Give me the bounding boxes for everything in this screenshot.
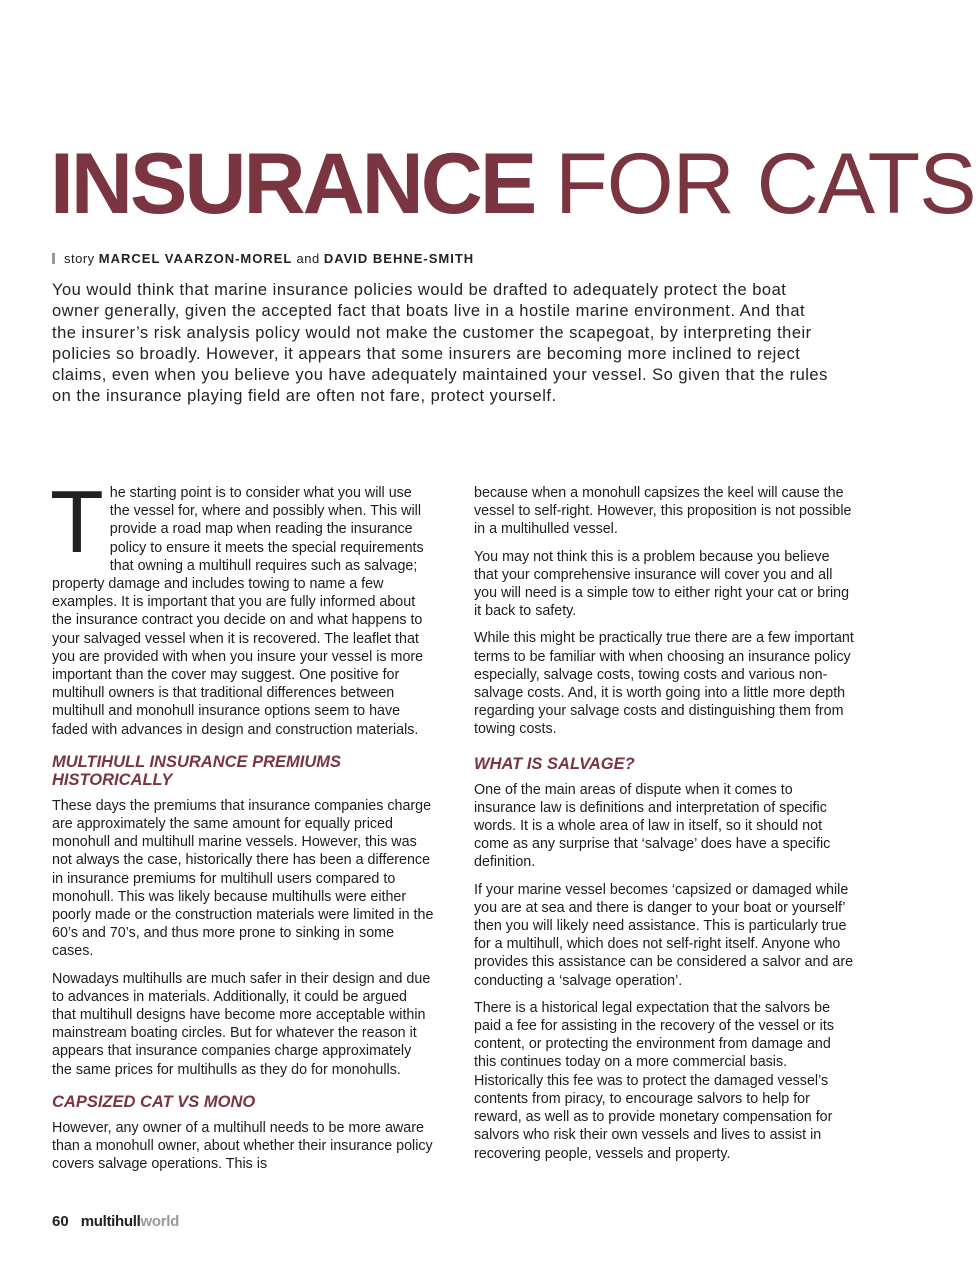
right-paragraph-1: because when a monohull capsizes the keel will cause the vessel to self-right. However, this proposition is not possible in a multihulled vessel. bbox=[474, 485, 852, 538]
heading-premiums-historically: MULTIHULL INSURANCE PREMIUMS HISTORICALLY bbox=[52, 752, 342, 789]
brand-name-light: world bbox=[140, 1213, 179, 1230]
left-paragraph-3: Nowadays multihulls are much safer in their design and due to advances in materials. Additionally, it could be argued that multihull designs have become more acceptable within mainstream boating circles. But for whatever the reason it appears that insurance companies charge approximately the same prices for multihulls as they do for monohulls. bbox=[52, 970, 431, 1078]
right-paragraph-2: You may not think this is a problem because you believe that your comprehensive insurance will cover you and all you will need is a simple tow to either right your cat or bring it back to safety. bbox=[474, 548, 850, 620]
author-2: DAVID BEHNE-SMITH bbox=[323, 251, 475, 266]
byline-bar bbox=[52, 253, 55, 264]
left-paragraph-1-text: he starting point is to consider what you will use the vessel for, where and possibly when. This will provide a road map when reading the insurance policy to ensure it meets the special requirements that owning a multihull requires such as salvage; property damage and includes towing to name a few examples. It is important that you are fully informed about the insurance contract you decide on and what happens to your salvaged vessel when it is recovered. The leaflet that you are provided with when you insure your vessel is more important than the cover may suggest. One positive for multihull owners is that traditional differences between multihull and monohull insurance options seem to have faded with advances in design and construction materials. bbox=[52, 485, 424, 738]
byline-prefix: story bbox=[64, 251, 95, 266]
intro-paragraph: You would think that marine insurance policies would be drafted to adequately protect the boat owner generally, given the accepted fact that boats live in a hostile marine environment. And that the insurer’s risk analysis policy would not make the customer the scapegoat, by interpreting their policies so broadly. However, it appears that some insurers are becoming more inclined to reject claims, even when you believe you have adequately maintained your vessel. So given that the rules on the insurance playing field are often not fare, protect yourself. bbox=[52, 281, 828, 406]
drop-cap: T bbox=[50, 472, 104, 571]
article-title bbox=[50, 136, 976, 232]
page-footer bbox=[52, 1212, 179, 1232]
left-paragraph-4: However, any owner of a multihull needs to be more aware than a monohull owner, about whether their insurance policy covers salvage operations. This is bbox=[52, 1119, 433, 1173]
brand-name-bold: multihull bbox=[80, 1213, 141, 1230]
heading-what-is-salvage: WHAT IS SALVAGE? bbox=[474, 754, 635, 773]
right-column bbox=[474, 484, 856, 1172]
right-paragraph-5: If your marine vessel becomes ‘capsized or damaged while you are at sea and there is danger to your boat or yourself’ then you will likely need assistance. This is particularly true for a multihull, which does not self-right itself. Anyone who provides this assistance can be considered a salvor and are conducting a ‘salvage operation’. bbox=[474, 881, 854, 989]
right-paragraph-4: One of the main areas of dispute when it comes to insurance law is definitions and interpretation of specific words. It is a whole area of law in itself, so it should not come as any surprise that ‘salvage’ does have a specific definition. bbox=[474, 781, 831, 871]
byline-and: and bbox=[296, 251, 320, 266]
right-paragraph-3: While this might be practically true there are a few important terms to be familiar with when choosing an insurance policy especially, salvage costs, towing costs and various non-salvage costs. And, it is worth going into a little more depth regarding your salvage costs and distinguishing them from towing costs. bbox=[474, 630, 854, 738]
left-column bbox=[50, 472, 434, 1183]
heading-capsized-cat: CAPSIZED CAT VS MONO bbox=[52, 1092, 256, 1111]
author-1: MARCEL VAARZON-MOREL bbox=[98, 251, 293, 266]
right-paragraph-6: There is a historical legal expectation that the salvors be paid a fee for assisting in the recovery of the vessel or its content, or protecting the environment from damage and this continues today on a more commercial basis. Historically this fee was to protect the damaged vessel’s contents from piracy, to encourage salvors to help for reward, as well as to provide monetary compensation for salvors who risk their own vessels and lives to assist in recovering people, vessels and property. bbox=[474, 999, 834, 1162]
byline bbox=[52, 250, 474, 268]
left-paragraph-2: These days the premiums that insurance companies charge are approximately the same amount for equally priced monohull and multihull marine vessels. However, this was not always the case, historically there has been a difference in insurance premiums for multihull users compared to monohull. This was likely because multihulls were either poorly made or the construction materials were limited in the 60’s and 70’s, and thus more prone to sinking in some cases. bbox=[52, 797, 434, 960]
page-number: 60 bbox=[52, 1213, 69, 1230]
title-light: FOR CATS bbox=[555, 136, 976, 232]
left-paragraph-1 bbox=[50, 472, 434, 739]
title-bold: INSURANCE bbox=[50, 136, 535, 232]
